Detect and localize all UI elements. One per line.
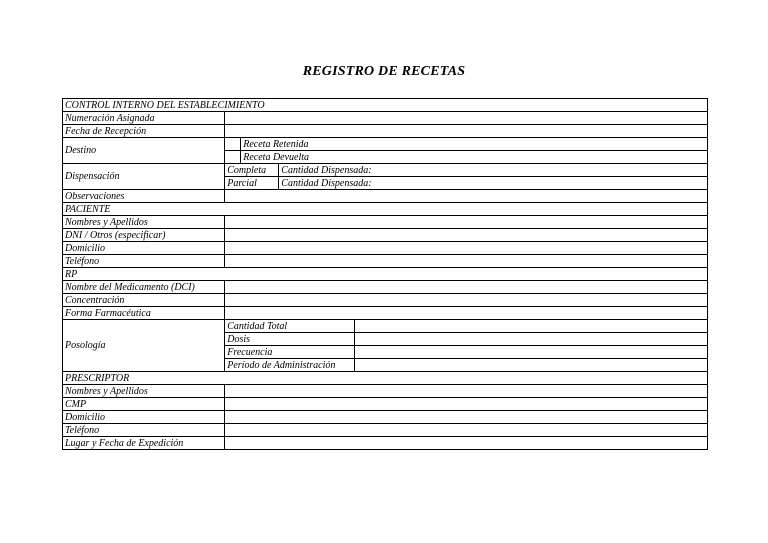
label-parcial: Parcial: [225, 177, 279, 190]
prescription-register-form: [62, 98, 708, 450]
label-receta-devuelta: Receta Devuelta: [241, 151, 708, 164]
label-observaciones: Observaciones: [63, 190, 225, 203]
field-paciente-telefono[interactable]: [225, 255, 708, 268]
field-paciente-domicilio[interactable]: [225, 242, 708, 255]
label-forma-farmaceutica: Forma Farmacéutica: [63, 307, 225, 320]
field-cantidad-parcial[interactable]: Cantidad Dispensada:: [279, 177, 708, 190]
label-completa: Completa: [225, 164, 279, 177]
field-cmp[interactable]: [225, 398, 708, 411]
field-cantidad-completa[interactable]: Cantidad Dispensada:: [279, 164, 708, 177]
label-receta-retenida: Receta Retenida: [241, 138, 708, 151]
field-observaciones[interactable]: [225, 190, 708, 203]
label-concentracion: Concentración: [63, 294, 225, 307]
label-dispensacion: Dispensación: [63, 164, 225, 190]
label-frecuencia: Frecuencia: [225, 346, 355, 359]
label-paciente-nombres: Nombres y Apellidos: [63, 216, 225, 229]
field-lugar-fecha-expedicion[interactable]: [225, 437, 708, 450]
section-header-prescriptor: PRESCRIPTOR: [63, 372, 708, 385]
checkbox-receta-retenida[interactable]: [225, 138, 241, 151]
label-numeracion: Numeración Asignada: [63, 112, 225, 125]
label-periodo-administracion: Período de Administración: [225, 359, 355, 372]
label-paciente-domicilio: Domicilio: [63, 242, 225, 255]
field-frecuencia[interactable]: [355, 346, 708, 359]
label-fecha-recepcion: Fecha de Recepción: [63, 125, 225, 138]
field-concentracion[interactable]: [225, 294, 708, 307]
field-forma-farmaceutica[interactable]: [225, 307, 708, 320]
label-prescriptor-nombres: Nombres y Apellidos: [63, 385, 225, 398]
label-prescriptor-telefono: Teléfono: [63, 424, 225, 437]
label-cmp: CMP: [63, 398, 225, 411]
field-dosis[interactable]: [355, 333, 708, 346]
field-prescriptor-domicilio[interactable]: [225, 411, 708, 424]
section-header-paciente: PACIENTE: [63, 203, 708, 216]
field-cantidad-total[interactable]: [355, 320, 708, 333]
label-paciente-dni: DNI / Otros (especificar): [63, 229, 225, 242]
label-prescriptor-domicilio: Domicilio: [63, 411, 225, 424]
label-cantidad-total: Cantidad Total: [225, 320, 355, 333]
label-medicamento: Nombre del Medicamento (DCI): [63, 281, 225, 294]
label-paciente-telefono: Teléfono: [63, 255, 225, 268]
label-dosis: Dosis: [225, 333, 355, 346]
field-prescriptor-telefono[interactable]: [225, 424, 708, 437]
field-fecha-recepcion[interactable]: [225, 125, 708, 138]
field-numeracion[interactable]: [225, 112, 708, 125]
label-posologia: Posología: [63, 320, 225, 372]
field-paciente-dni[interactable]: [225, 229, 708, 242]
section-header-control: CONTROL INTERNO DEL ESTABLECIMIENTO: [63, 99, 708, 112]
field-periodo-administracion[interactable]: [355, 359, 708, 372]
field-prescriptor-nombres[interactable]: [225, 385, 708, 398]
field-medicamento[interactable]: [225, 281, 708, 294]
label-destino: Destino: [63, 138, 225, 164]
label-lugar-fecha-expedicion: Lugar y Fecha de Expedición: [63, 437, 225, 450]
page-title: REGISTRO DE RECETAS: [302, 64, 466, 79]
section-header-rp: RP: [63, 268, 708, 281]
field-paciente-nombres[interactable]: [225, 216, 708, 229]
checkbox-receta-devuelta[interactable]: [225, 151, 241, 164]
